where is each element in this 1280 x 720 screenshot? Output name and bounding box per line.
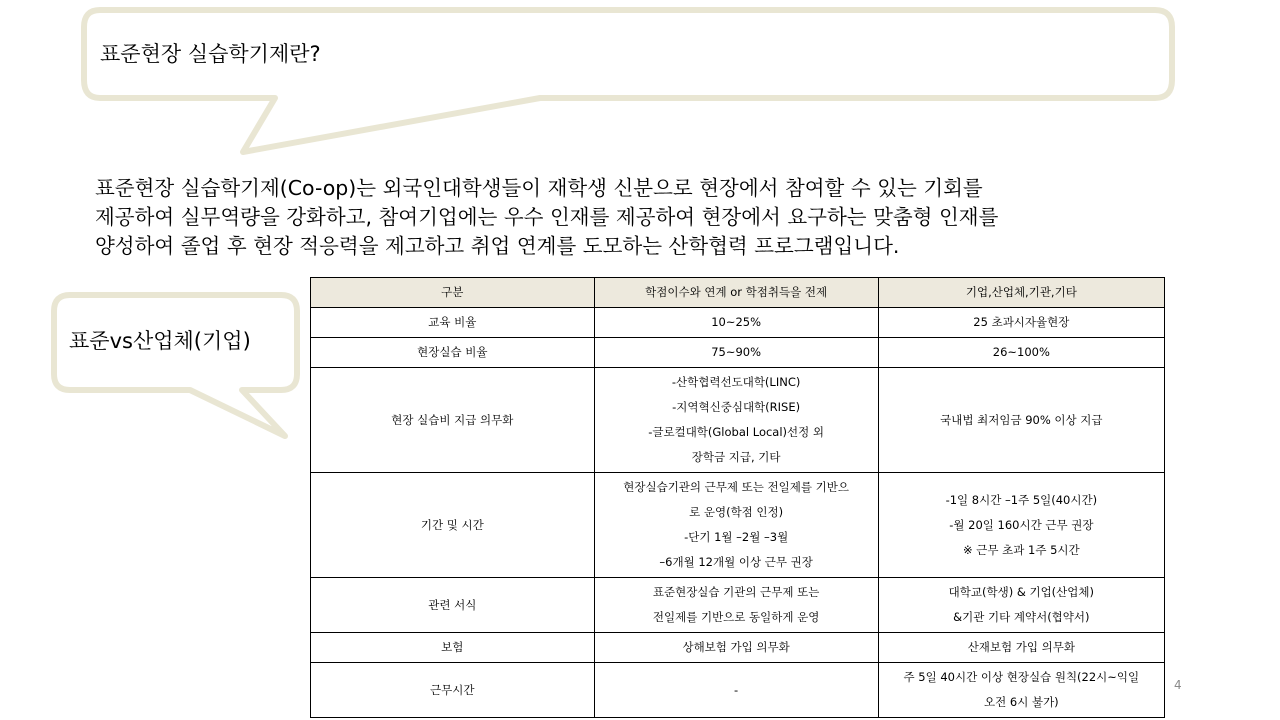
credit-linked-cell [594, 473, 878, 578]
table-row [311, 578, 1165, 633]
cell-line: &기관 기타 계약서(협약서) [953, 610, 1090, 624]
cell-line: 오전 6시 불가) [984, 695, 1059, 709]
row-label: 근무시간 [430, 682, 475, 697]
cell-line: 산재보험 가입 의무화 [967, 640, 1075, 654]
cell-line: 전일제를 기반으로 동일하게 운영 [652, 610, 820, 624]
cell-line: 75~90% [711, 345, 762, 359]
industry-cell [878, 308, 1164, 338]
cell-line: -지역혁신중심대학(RISE) [672, 400, 801, 414]
comparison-table [310, 277, 1165, 718]
side-callout-title: 표준vs산업체(기업) [69, 329, 251, 353]
row-label: 관련 서식 [428, 597, 477, 612]
row-label: 현장실습 비율 [417, 345, 488, 359]
cell-line: 현장실습기관의 근무제 또는 전일제를 기반으 [623, 480, 849, 494]
cell-line: 26~100% [992, 345, 1050, 359]
credit-linked-cell [594, 578, 878, 633]
cell-line: -글로컬대학(Global Local)선정 외 [648, 425, 825, 439]
credit-linked-cell [594, 368, 878, 473]
column-header: 학점이수와 연계 or 학점취득을 전제 [594, 278, 878, 308]
row-label-cell [311, 633, 595, 663]
table-body [311, 308, 1165, 718]
credit-linked-cell [594, 308, 878, 338]
table-row [311, 473, 1165, 578]
table-row [311, 663, 1165, 718]
cell-line: 국내법 최저임금 90% 이상 지급 [940, 412, 1103, 427]
column-header: 기업,산업체,기관,기타 [878, 278, 1164, 308]
cell-line: 주 5일 40시간 이상 현장실습 원칙(22시~익일 [903, 670, 1140, 684]
row-label-cell [311, 338, 595, 368]
industry-cell [878, 368, 1164, 473]
industry-cell [878, 338, 1164, 368]
row-label: 기간 및 시간 [420, 517, 484, 532]
cell-line: 상해보험 가입 의무화 [682, 640, 790, 654]
credit-linked-cell [594, 633, 878, 663]
callout-title: 표준현장 실습학기제란? [100, 42, 321, 66]
intro-line: 제공하여 실무역량을 강화하고, 참여기업에는 우수 인재를 제공하여 현장에서 요구하는 맞춤형 인재를 [95, 205, 999, 229]
cell-line: -단기 1월 –2월 –3월 [684, 530, 789, 544]
row-label: 현장 실습비 지급 의무화 [391, 412, 514, 427]
row-label-cell [311, 473, 595, 578]
cell-line: –6개월 12개월 이상 근무 권장 [659, 555, 813, 569]
row-label-cell [311, 368, 595, 473]
industry-cell [878, 578, 1164, 633]
intro-line: 표준현장 실습학기제(Co-op)는 외국인대학생들이 재학생 신분으로 현장에서 참여할 수 있는 기회를 [95, 176, 983, 200]
intro-paragraph [95, 174, 1215, 261]
side-speech-bubble [54, 295, 297, 436]
industry-cell [878, 473, 1164, 578]
cell-line: - [734, 682, 739, 697]
cell-line: 25 초과시자율현장 [973, 315, 1070, 329]
industry-cell [878, 633, 1164, 663]
table-header-row [311, 278, 1165, 308]
cell-line: ※ 근무 초과 1주 5시간 [963, 542, 1080, 557]
cell-line: 10~25% [711, 315, 762, 329]
cell-line: 표준현장실습 기관의 근무제 또는 [652, 585, 820, 599]
cell-line: -산학협력선도대학(LINC) [671, 375, 801, 389]
cell-line: 로 운영(학점 인정) [689, 505, 784, 519]
row-label: 보험 [441, 640, 464, 654]
row-label-cell [311, 663, 595, 718]
cell-line: -1일 8시간 –1주 5일(40시간) [945, 492, 1098, 507]
title-speech-bubble [84, 10, 1172, 152]
column-header: 구분 [311, 278, 595, 308]
intro-line: 양성하여 졸업 후 현장 적응력을 제고하고 취업 연계를 도모하는 산학협력 프로그램입니다. [95, 234, 900, 258]
row-label-cell [311, 308, 595, 338]
cell-line: 대학교(학생) & 기업(산업체) [948, 585, 1094, 599]
cell-line: 장학금 지급, 기타 [691, 450, 781, 464]
row-label-cell [311, 578, 595, 633]
industry-cell [878, 663, 1164, 718]
credit-linked-cell [594, 663, 878, 718]
page-number: 4 [1174, 678, 1182, 692]
credit-linked-cell [594, 338, 878, 368]
table-row [311, 338, 1165, 368]
cell-line: -월 20일 160시간 근무 권장 [949, 517, 1094, 532]
table-row [311, 308, 1165, 338]
row-label: 교육 비율 [428, 315, 477, 329]
table-row [311, 368, 1165, 473]
table-row [311, 633, 1165, 663]
